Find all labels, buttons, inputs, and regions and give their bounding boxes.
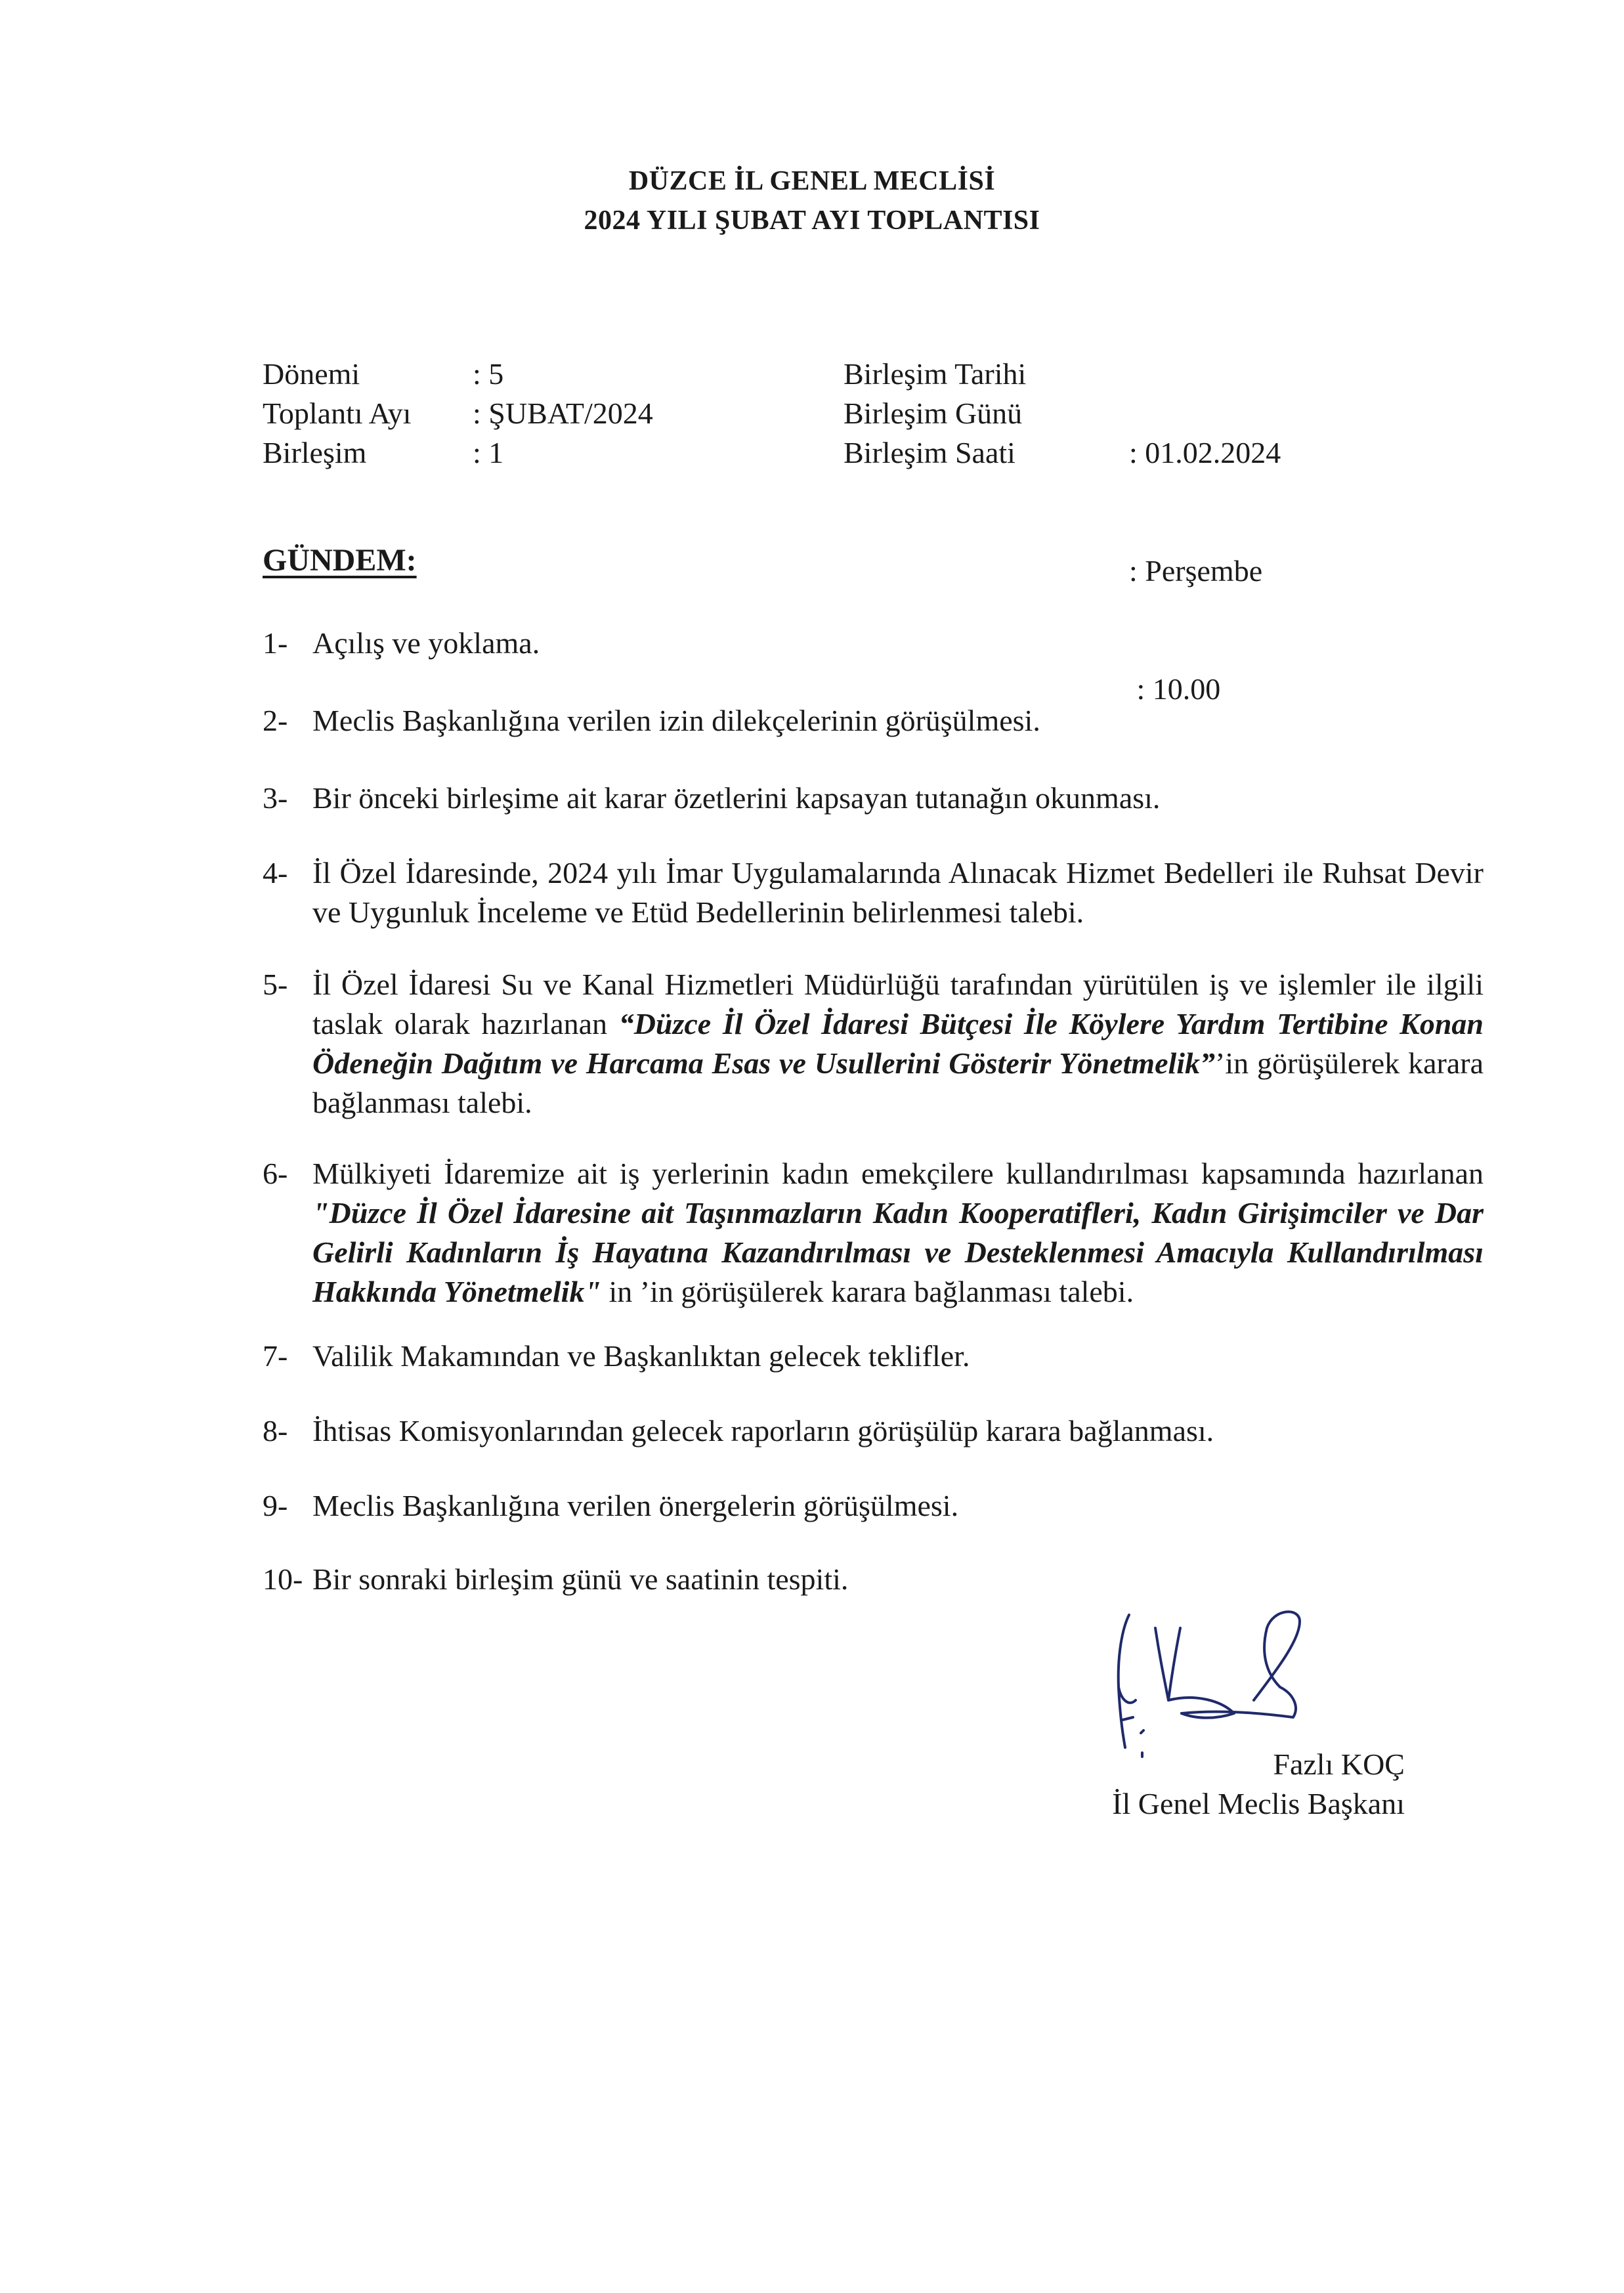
agenda-item-number: 6-: [263, 1157, 288, 1190]
agenda-item: [263, 965, 1484, 1123]
info-right-labels: [844, 354, 1026, 473]
agenda-item-number: 8-: [263, 1414, 288, 1447]
agenda-item-regulation-title: "Düzce İl Özel İdaresine ait Taşınmazların Kadın Kooperatifleri, Kadın Girişimciler ve Dar Gelirli Kadınların İş Hayatına Kazandırılması ve Desteklenmesi Amacıyla Kullandırılması Hakkında Yönetmelik": [312, 1196, 1484, 1308]
info-value-birlesim-saati: : 10.00: [1129, 672, 1221, 706]
info-value-birlesim: : 1: [473, 436, 504, 469]
info-value-birlesim-gunu: : Perşembe: [1129, 554, 1263, 588]
info-label-birlesim-gunu: Birleşim Günü: [844, 396, 1023, 430]
agenda-item-number: 5-: [263, 968, 288, 1001]
agenda-item-number: 1-: [263, 626, 288, 660]
info-left-values: [473, 354, 653, 473]
agenda-item-number: 2-: [263, 704, 288, 737]
info-label-birlesim-tarihi: Birleşim Tarihi: [844, 357, 1027, 391]
agenda-item-number: 10-: [263, 1562, 303, 1596]
signatory-name: Fazlı KOÇ: [1273, 1747, 1405, 1781]
agenda-item-number: 3-: [263, 781, 288, 815]
agenda-item-text: İhtisas Komisyonlarından gelecek raporların görüşülüp karara bağlanması.: [312, 1414, 1214, 1447]
agenda-item: [263, 853, 1484, 932]
agenda-item-text: Bir önceki birleşime ait karar özetlerini kapsayan tutanağın okunması.: [312, 781, 1161, 815]
info-left-labels: [263, 354, 411, 473]
agenda-item: [263, 624, 1484, 663]
agenda-item: [263, 701, 1484, 740]
document-title-line-2: 2024 YILI ŞUBAT AYI TOPLANTISI: [584, 205, 1040, 236]
info-label-toplanti-ayi: Toplantı Ayı: [263, 396, 412, 430]
agenda-item: [263, 1411, 1484, 1451]
agenda-item: [263, 1154, 1484, 1312]
agenda-item-number: 9-: [263, 1489, 288, 1522]
agenda-heading: GÜNDEM:: [263, 543, 417, 578]
info-label-birlesim: Birleşim: [263, 436, 367, 469]
agenda-item-text: Valilik Makamından ve Başkanlıktan gelecek teklifler.: [312, 1339, 970, 1373]
agenda-item-text: Bir sonraki birleşim günü ve saatinin tespiti.: [312, 1562, 849, 1596]
signatory-title: İl Genel Meclis Başkanı: [1112, 1787, 1405, 1820]
agenda-item-text-post: in ’in görüşülerek karara bağlanması talebi.: [601, 1275, 1134, 1308]
agenda-item-text-post: ’in görüşülerek karara bağlanması talebi.: [312, 1046, 1484, 1119]
info-label-donemi: Dönemi: [263, 357, 360, 391]
agenda-item: [263, 1486, 1484, 1526]
agenda-item-text: [312, 965, 1484, 1123]
agenda-item-text-pre: İl Özel İdaresi Su ve Kanal Hizmetleri Müdürlüğü tarafından yürütülen iş ve işlemler ile ilgili taslak olarak hazırlanan: [312, 968, 1484, 1040]
agenda-item-text: Meclis Başkanlığına verilen izin dilekçelerinin görüşülmesi.: [312, 704, 1040, 737]
agenda-item-text: Meclis Başkanlığına verilen önergelerin görüşülmesi.: [312, 1489, 959, 1522]
info-value-toplanti-ayi: : ŞUBAT/2024: [473, 396, 653, 430]
info-label-birlesim-saati: Birleşim Saati: [844, 436, 1015, 469]
agenda-item-text-pre: Mülkiyeti İdaremize ait iş yerlerinin kadın emekçilere kullandırılması kapsamında hazırlanan: [312, 1157, 1484, 1190]
info-value-birlesim-tarihi: : 01.02.2024: [1129, 436, 1281, 469]
agenda-item-number: 4-: [263, 856, 288, 889]
document-title-line-1: DÜZCE İL GENEL MECLİSİ: [628, 166, 996, 196]
agenda-item: [263, 1560, 1484, 1599]
handwritten-signature: [1103, 1602, 1326, 1759]
agenda-item: [263, 1337, 1484, 1376]
agenda-item-number: 7-: [263, 1339, 288, 1373]
agenda-item-text: Açılış ve yoklama.: [312, 626, 540, 660]
agenda-item-text: İl Özel İdaresinde, 2024 yılı İmar Uygulamalarında Alınacak Hizmet Bedelleri ile Ruhsat Devir ve Uygunluk İnceleme ve Etüd Bedellerinin belirlenmesi talebi.: [312, 856, 1484, 929]
agenda-item-text: [312, 1154, 1484, 1312]
agenda-item-regulation-title: “Düzce İl Özel İdaresi Bütçesi İle Köylere Yardım Tertibine Konan Ödeneğin Dağıtım ve Harcama Esas ve Usullerini Gösterir Yönetmelik”: [312, 1007, 1484, 1080]
info-value-donemi: : 5: [473, 357, 504, 391]
agenda-item: [263, 779, 1484, 818]
